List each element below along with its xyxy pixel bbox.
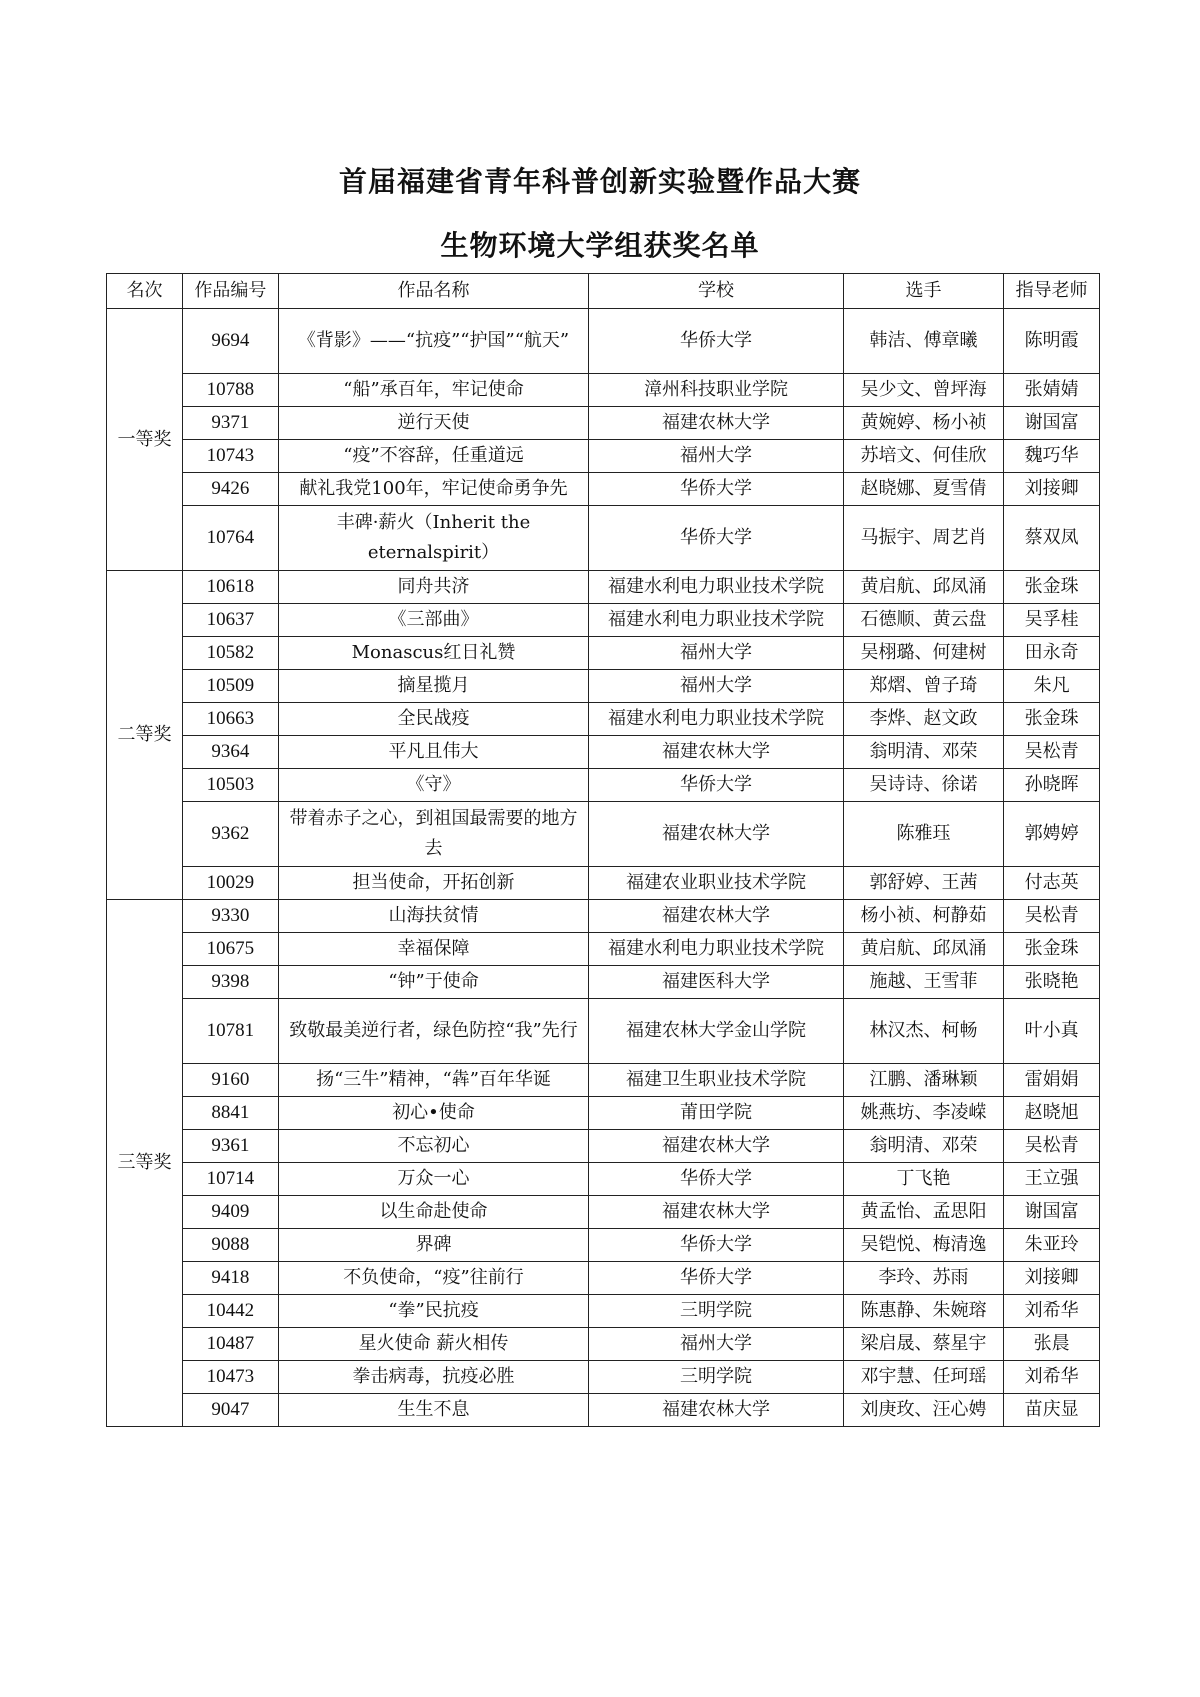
players-cell: 韩洁、傅章曦 [843,309,1004,374]
table-row [107,1361,1100,1394]
school-cell: 福建农林大学 [589,1130,843,1163]
teacher-cell: 谢国富 [1004,1196,1100,1229]
teacher-cell: 张晓艳 [1004,966,1100,999]
table-row [107,736,1100,769]
teacher-cell: 苗庆显 [1004,1394,1100,1427]
entry-title-cell: 生生不息 [278,1394,589,1427]
entry-title-cell: “钟”于使命 [278,966,589,999]
entry-id-cell: 8841 [183,1097,279,1130]
entry-title-cell: 致敬最美逆行者，绿色防控“我”先行 [278,999,589,1064]
entry-title-cell: 界碑 [278,1229,589,1262]
header-school: 学校 [589,274,843,309]
players-cell: 吴少文、曾坪海 [843,374,1004,407]
teacher-cell: 吴松青 [1004,736,1100,769]
players-cell: 黄启航、邱凤涌 [843,571,1004,604]
entry-title-cell: 担当使命，开拓创新 [278,867,589,900]
teacher-cell: 张金珠 [1004,933,1100,966]
table-row [107,1262,1100,1295]
players-cell: 陈惠静、朱婉瑢 [843,1295,1004,1328]
teacher-cell: 陈明霞 [1004,309,1100,374]
school-cell: 福州大学 [589,1328,843,1361]
entry-id-cell: 10442 [183,1295,279,1328]
entry-id-cell: 10781 [183,999,279,1064]
teacher-cell: 张金珠 [1004,703,1100,736]
teacher-cell: 吴松青 [1004,900,1100,933]
teacher-cell: 郭娉婷 [1004,802,1100,867]
school-cell: 三明学院 [589,1295,843,1328]
players-cell: 江鹏、潘琳颖 [843,1064,1004,1097]
entry-title-cell: 全民战疫 [278,703,589,736]
school-cell: 福建农林大学 [589,1196,843,1229]
teacher-cell: 叶小真 [1004,999,1100,1064]
entry-title-cell: 平凡且伟大 [278,736,589,769]
entry-id-cell: 9398 [183,966,279,999]
table-row [107,1295,1100,1328]
table-row [107,637,1100,670]
school-cell: 福建农林大学金山学院 [589,999,843,1064]
players-cell: 石德顺、黄云盘 [843,604,1004,637]
table-row [107,1229,1100,1262]
players-cell: 梁启晟、蔡星宇 [843,1328,1004,1361]
table-row [107,867,1100,900]
table-row [107,1163,1100,1196]
school-cell: 华侨大学 [589,1262,843,1295]
players-cell: 赵晓娜、夏雪倩 [843,473,1004,506]
entry-id-cell: 9362 [183,802,279,867]
entry-id-cell: 9371 [183,407,279,440]
school-cell: 华侨大学 [589,506,843,571]
table-row [107,933,1100,966]
teacher-cell: 孙晓晖 [1004,769,1100,802]
entry-title-cell: “疫”不容辞，任重道远 [278,440,589,473]
header-title: 作品名称 [278,274,589,309]
entry-id-cell: 10788 [183,374,279,407]
players-cell: 施越、王雪菲 [843,966,1004,999]
entry-title-cell: 扬“三牛”精神，“犇”百年华诞 [278,1064,589,1097]
players-cell: 翁明清、邓荣 [843,736,1004,769]
teacher-cell: 张金珠 [1004,571,1100,604]
entry-title-cell: 摘星揽月 [278,670,589,703]
school-cell: 福建水利电力职业技术学院 [589,571,843,604]
entry-title-cell: Monascus红日礼赞 [278,637,589,670]
school-cell: 漳州科技职业学院 [589,374,843,407]
teacher-cell: 吴孚桂 [1004,604,1100,637]
table-row [107,309,1100,374]
table-row [107,440,1100,473]
school-cell: 福建医科大学 [589,966,843,999]
entry-id-cell: 9409 [183,1196,279,1229]
entry-title-cell: 初心•使命 [278,1097,589,1130]
school-cell: 福建农林大学 [589,802,843,867]
school-cell: 福建农林大学 [589,736,843,769]
teacher-cell: 田永奇 [1004,637,1100,670]
entry-title-cell: “船”承百年，牢记使命 [278,374,589,407]
table-row [107,1328,1100,1361]
entry-id-cell: 10503 [183,769,279,802]
entry-id-cell: 10663 [183,703,279,736]
entry-title-cell: 《守》 [278,769,589,802]
entry-id-cell: 9330 [183,900,279,933]
table-row [107,604,1100,637]
school-cell: 福建农林大学 [589,900,843,933]
entry-title-cell: “拳”民抗疫 [278,1295,589,1328]
school-cell: 三明学院 [589,1361,843,1394]
school-cell: 福建农林大学 [589,1394,843,1427]
entry-title-cell: 《三部曲》 [278,604,589,637]
header-players: 选手 [843,274,1004,309]
players-cell: 邓宇慧、任珂瑶 [843,1361,1004,1394]
entry-id-cell: 10618 [183,571,279,604]
table-row [107,1394,1100,1427]
table-row [107,473,1100,506]
players-cell: 刘庚玫、汪心娉 [843,1394,1004,1427]
school-cell: 莆田学院 [589,1097,843,1130]
players-cell: 丁飞艳 [843,1163,1004,1196]
teacher-cell: 刘接卿 [1004,1262,1100,1295]
players-cell: 林汉杰、柯畅 [843,999,1004,1064]
entry-title-cell: 拳击病毒，抗疫必胜 [278,1361,589,1394]
table-row [107,670,1100,703]
entry-title-cell: 山海扶贫情 [278,900,589,933]
entry-id-cell: 9418 [183,1262,279,1295]
entry-id-cell: 10487 [183,1328,279,1361]
teacher-cell: 蔡双凤 [1004,506,1100,571]
table-row [107,374,1100,407]
players-cell: 郑熠、曾子琦 [843,670,1004,703]
players-cell: 李玲、苏雨 [843,1262,1004,1295]
players-cell: 吴诗诗、徐诺 [843,769,1004,802]
school-cell: 福建农业职业技术学院 [589,867,843,900]
award-table [106,273,1100,1427]
entry-id-cell: 10473 [183,1361,279,1394]
entry-title-cell: 逆行天使 [278,407,589,440]
page-title: 首届福建省青年科普创新实验暨作品大赛 [338,165,861,198]
school-cell: 福建卫生职业技术学院 [589,1064,843,1097]
entry-title-cell: 不忘初心 [278,1130,589,1163]
players-cell: 黄婉婷、杨小祯 [843,407,1004,440]
players-cell: 吴铠悦、梅清逸 [843,1229,1004,1262]
page-subtitle: 生物环境大学组获奖名单 [440,229,760,262]
players-cell: 吴栩璐、何建树 [843,637,1004,670]
teacher-cell: 刘希华 [1004,1295,1100,1328]
players-cell: 马振宇、周艺肖 [843,506,1004,571]
school-cell: 福州大学 [589,670,843,703]
entry-id-cell: 10743 [183,440,279,473]
teacher-cell: 谢国富 [1004,407,1100,440]
entry-id-cell: 9047 [183,1394,279,1427]
entry-title-cell: 万众一心 [278,1163,589,1196]
school-cell: 福建水利电力职业技术学院 [589,604,843,637]
teacher-cell: 雷娟娟 [1004,1064,1100,1097]
rank-cell: 一等奖 [107,309,183,571]
table-row [107,1196,1100,1229]
entry-title-cell: 《背影》——“抗疫”“护国”“航天” [278,309,589,374]
players-cell: 陈雅珏 [843,802,1004,867]
players-cell: 李烨、赵文政 [843,703,1004,736]
players-cell: 黄孟怡、孟思阳 [843,1196,1004,1229]
teacher-cell: 魏巧华 [1004,440,1100,473]
entry-title-cell: 不负使命，“疫”往前行 [278,1262,589,1295]
rank-cell: 三等奖 [107,900,183,1427]
table-row [107,999,1100,1064]
players-cell: 姚燕坊、李凌嵘 [843,1097,1004,1130]
entry-id-cell: 10582 [183,637,279,670]
entry-id-cell: 9088 [183,1229,279,1262]
table-row [107,571,1100,604]
table-row [107,769,1100,802]
entry-id-cell: 10764 [183,506,279,571]
players-cell: 郭舒婷、王茜 [843,867,1004,900]
header-id: 作品编号 [183,274,279,309]
entry-id-cell: 9160 [183,1064,279,1097]
school-cell: 华侨大学 [589,769,843,802]
header-rank: 名次 [107,274,183,309]
entry-id-cell: 9426 [183,473,279,506]
school-cell: 福建水利电力职业技术学院 [589,933,843,966]
table-row [107,1064,1100,1097]
teacher-cell: 朱凡 [1004,670,1100,703]
school-cell: 华侨大学 [589,1163,843,1196]
entry-id-cell: 9364 [183,736,279,769]
table-row [107,966,1100,999]
school-cell: 华侨大学 [589,473,843,506]
entry-title-cell: 以生命赴使命 [278,1196,589,1229]
players-cell: 苏培文、何佳欣 [843,440,1004,473]
entry-title-cell: 献礼我党100年，牢记使命勇争先 [278,473,589,506]
table-header-row [107,274,1100,309]
table-row [107,802,1100,867]
header-teacher: 指导老师 [1004,274,1100,309]
table-row [107,1097,1100,1130]
school-cell: 福州大学 [589,637,843,670]
entry-title-cell: 幸福保障 [278,933,589,966]
entry-id-cell: 10714 [183,1163,279,1196]
school-cell: 福建农林大学 [589,407,843,440]
teacher-cell: 王立强 [1004,1163,1100,1196]
teacher-cell: 付志英 [1004,867,1100,900]
players-cell: 翁明清、邓荣 [843,1130,1004,1163]
entry-title-cell: 同舟共济 [278,571,589,604]
teacher-cell: 吴松青 [1004,1130,1100,1163]
table-row [107,407,1100,440]
rank-cell: 二等奖 [107,571,183,900]
entry-title-cell: 星火使命 薪火相传 [278,1328,589,1361]
players-cell: 黄启航、邱凤涌 [843,933,1004,966]
teacher-cell: 张晨 [1004,1328,1100,1361]
entry-title-cell: 丰碑·薪火（Inherit the eternalspirit） [278,506,589,571]
table-row [107,900,1100,933]
teacher-cell: 朱亚玲 [1004,1229,1100,1262]
school-cell: 福建水利电力职业技术学院 [589,703,843,736]
school-cell: 华侨大学 [589,1229,843,1262]
school-cell: 福州大学 [589,440,843,473]
entry-id-cell: 9694 [183,309,279,374]
school-cell: 华侨大学 [589,309,843,374]
entry-id-cell: 10675 [183,933,279,966]
teacher-cell: 赵晓旭 [1004,1097,1100,1130]
table-row [107,703,1100,736]
table-row [107,1130,1100,1163]
entry-id-cell: 9361 [183,1130,279,1163]
table-body [107,309,1100,1427]
table-row [107,506,1100,571]
players-cell: 杨小祯、柯静茹 [843,900,1004,933]
entry-title-cell: 带着赤子之心，到祖国最需要的地方去 [278,802,589,867]
teacher-cell: 刘希华 [1004,1361,1100,1394]
entry-id-cell: 10029 [183,867,279,900]
teacher-cell: 刘接卿 [1004,473,1100,506]
entry-id-cell: 10509 [183,670,279,703]
entry-id-cell: 10637 [183,604,279,637]
teacher-cell: 张婧婧 [1004,374,1100,407]
